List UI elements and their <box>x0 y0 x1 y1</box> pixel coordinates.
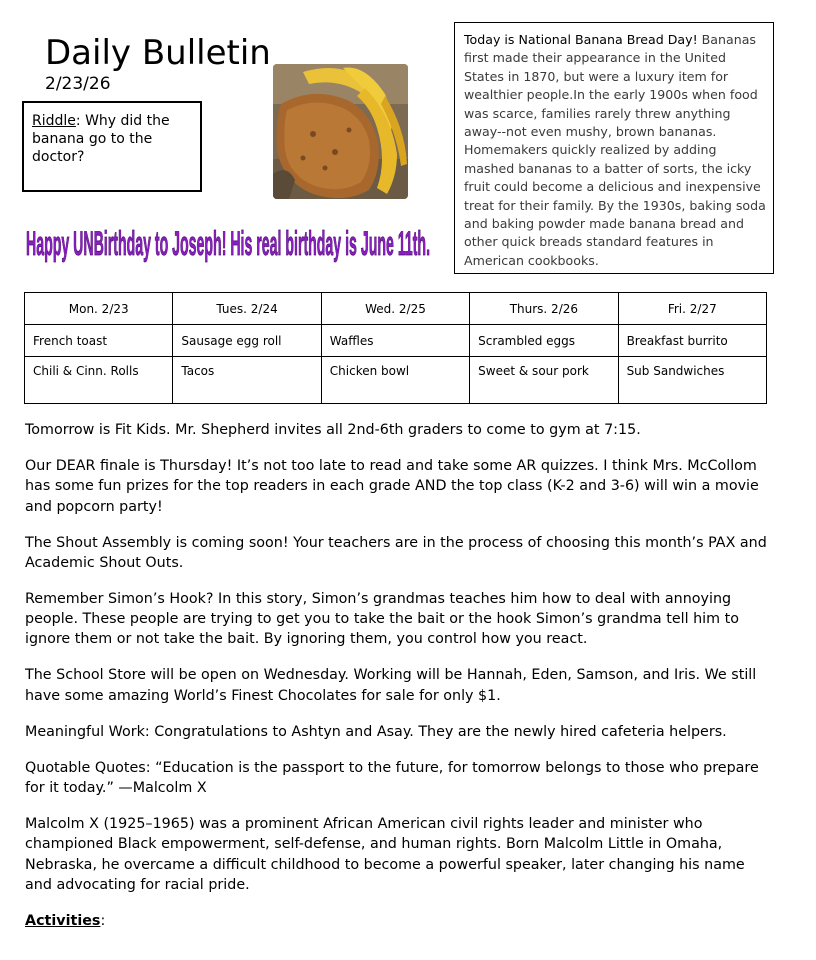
menu-day: Wed. 2/25 <box>321 293 469 325</box>
menu-days-row <box>25 293 767 325</box>
announcement-quotable-quote: Quotable Quotes: “Education is the passport to the future, for tomorrow belongs to those who prepare for it today.” —Malcolm X <box>25 759 759 796</box>
riddle-label: Riddle <box>32 113 76 129</box>
banana-bread-image <box>273 64 408 199</box>
birthday-wordart <box>24 215 434 271</box>
riddle-box <box>22 101 202 192</box>
banana-fact-text <box>464 31 766 270</box>
banana-fact-box <box>454 22 774 274</box>
activities-colon: : <box>100 912 106 929</box>
menu-cell: French toast <box>25 325 173 357</box>
riddle-text <box>32 112 200 166</box>
menu-cell: Breakfast burrito <box>618 325 766 357</box>
menu-day: Fri. 2/27 <box>618 293 766 325</box>
announcement-shout-assembly: The Shout Assembly is coming soon! Your teachers are in the process of choosing this month’s PAX and Academic Shout Outs. <box>25 534 767 571</box>
announcement-school-store: The School Store will be open on Wednesday. Working will be Hannah, Eden, Samson, and Iris. We still have some amazing World’s Finest Chocolates for sale for only $1. <box>25 667 757 704</box>
menu-breakfast-row <box>25 325 767 357</box>
riddle-question: : Why did the banana go to the doctor? <box>32 113 170 165</box>
birthday-text: Happy UNBirthday to Joseph! His real birthday is June 11th. <box>26 225 430 263</box>
lunch-menu-table <box>24 292 767 404</box>
announcements <box>25 420 770 947</box>
menu-cell: Sweet & sour pork <box>470 357 618 404</box>
bulletin-date: 2/23/26 <box>45 74 111 94</box>
announcement-meaningful-work: Meaningful Work: Congratulations to Ashtyn and Asay. They are the newly hired cafeteria helpers. <box>25 723 727 740</box>
bulletin-title: Daily Bulletin <box>45 33 271 73</box>
menu-cell: Tacos <box>173 357 321 404</box>
announcement-dear-finale: Our DEAR finale is Thursday! It’s not too late to read and take some AR quizzes. I think Mrs. McCollom has some fun prizes for the top readers in each grade AND the top class (K-2 and 3-6) will win a movie and popcorn party! <box>25 457 759 515</box>
menu-cell: Sausage egg roll <box>173 325 321 357</box>
announcement-fit-kids: Tomorrow is Fit Kids. Mr. Shepherd invites all 2nd-6th graders to come to gym at 7:15. <box>25 422 641 438</box>
menu-lunch-row <box>25 357 767 404</box>
menu-cell: Chili & Cinn. Rolls <box>25 357 173 404</box>
announcement-malcolm-x: Malcolm X (1925–1965) was a prominent African American civil rights leader and minister who championed Black empowerment, self-defense, and human rights. Born Malcolm Little in Omaha, Nebraska, he overcame a difficult childhood to become a powerful speaker, later changing his name and advocating for racial pride. <box>25 815 745 893</box>
announcement-simons-hook: Remember Simon’s Hook? In this story, Simon’s grandmas teaches him how to deal with annoying people. These people are trying to get you to take the bait or the hook Simon’s grandma tell him to ignore them or not take the bait. By ignoring them, you control how you react. <box>25 590 739 648</box>
activities-heading <box>25 911 770 931</box>
menu-day: Thurs. 2/26 <box>470 293 618 325</box>
birthday-wordart-svg <box>24 215 434 271</box>
fact-body: Bananas first made their appearance in the United States in 1870, but were a luxury item for wealthier people.In the early 1900s when food was scarce, families rarely threw anything away--not even mushy, brown bananas. Homemakers quickly realized by adding mashed bananas to a batter of sorts, the icky fruit could become a delicious and inexpensive treat for their family. By the 1930s, baking soda and baking powder made banana bread and other quick breads standard features in American cookbooks. <box>464 32 766 268</box>
menu-day: Mon. 2/23 <box>25 293 173 325</box>
activities-label: Activities <box>25 912 101 929</box>
menu-day: Tues. 2/24 <box>173 293 321 325</box>
menu-cell: Scrambled eggs <box>470 325 618 357</box>
menu-cell: Sub Sandwiches <box>618 357 766 404</box>
banana-bread-photo <box>273 64 408 199</box>
menu-cell: Chicken bowl <box>321 357 469 404</box>
menu-cell: Waffles <box>321 325 469 357</box>
fact-lead: Today is National Banana Bread Day! <box>464 32 698 47</box>
